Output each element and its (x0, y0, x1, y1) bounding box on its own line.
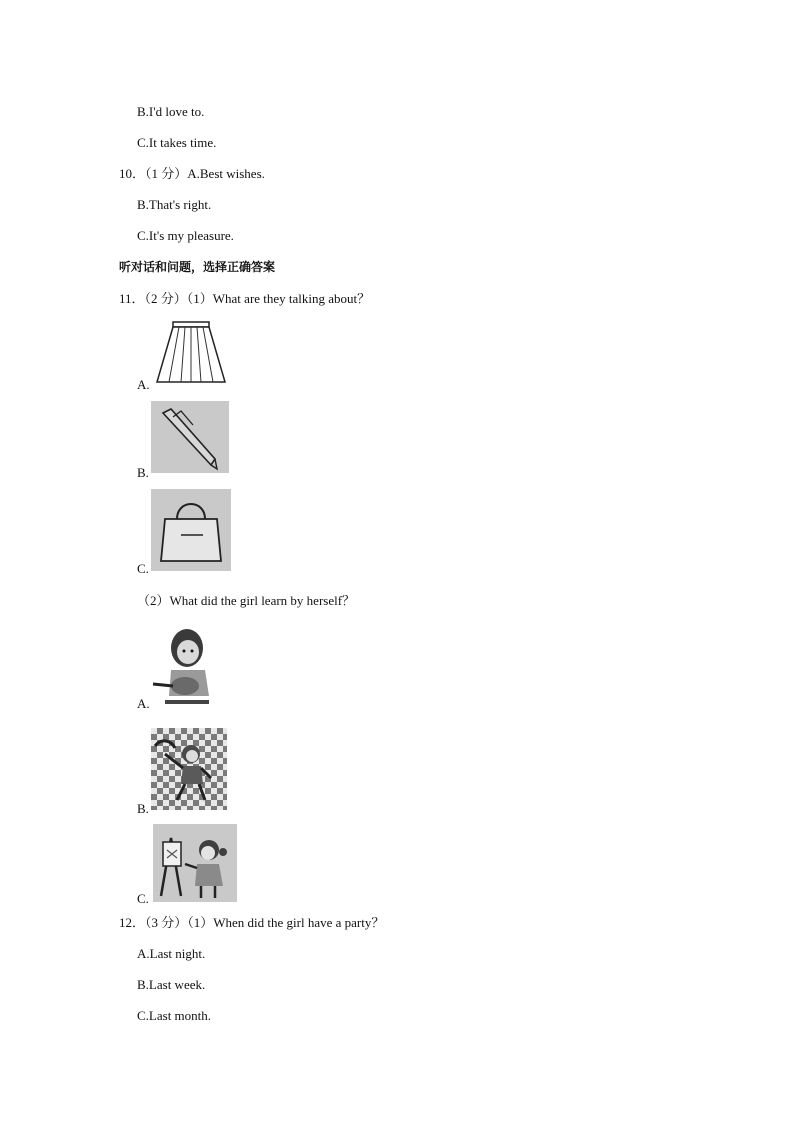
girl-dancing-icon (151, 728, 227, 810)
handbag-picture (151, 489, 231, 571)
girl-painting-picture (153, 824, 237, 902)
q11-part2-label-b: B. (137, 801, 149, 816)
skirt-picture (153, 320, 229, 386)
girl-dancing-picture (151, 728, 227, 810)
girl-painting-icon (153, 824, 237, 902)
pen-picture (151, 401, 229, 473)
q12-option-a: A.Last night. (137, 946, 206, 961)
q11-part1-label-a: A. (137, 377, 150, 392)
q12-stem: 12．（3 分）（1）When did the girl have a party？ (119, 915, 385, 930)
q11-stem: 11．（2 分）（1）What are they talking about？ (119, 291, 371, 306)
q11-part2-label-c: C. (137, 891, 149, 906)
q12-option-b: B.Last week. (137, 977, 206, 992)
q11-part1-label-c: C. (137, 561, 149, 576)
q11-part1-label-b: B. (137, 465, 149, 480)
q9-option-c: C.It takes time. (137, 135, 217, 150)
section-title: 听对话和问题，选择正确答案 (119, 260, 276, 274)
pen-icon (151, 401, 229, 473)
q11-part2-question: （2）What did the girl learn by herself？ (137, 593, 356, 608)
q11-part2-label-a: A. (137, 696, 150, 711)
handbag-icon (151, 489, 231, 571)
q10-option-c: C.It's my pleasure. (137, 228, 234, 243)
girl-playing-guitar-picture (151, 624, 215, 706)
q12-option-c: C.Last month. (137, 1008, 212, 1023)
q9-option-b: B.I'd love to. (137, 104, 205, 119)
girl-guitar-icon (151, 624, 215, 706)
q10-stem: 10．（1 分）A.Best wishes. (119, 166, 265, 181)
q10-option-b: B.That's right. (137, 197, 212, 212)
skirt-icon (153, 320, 229, 386)
